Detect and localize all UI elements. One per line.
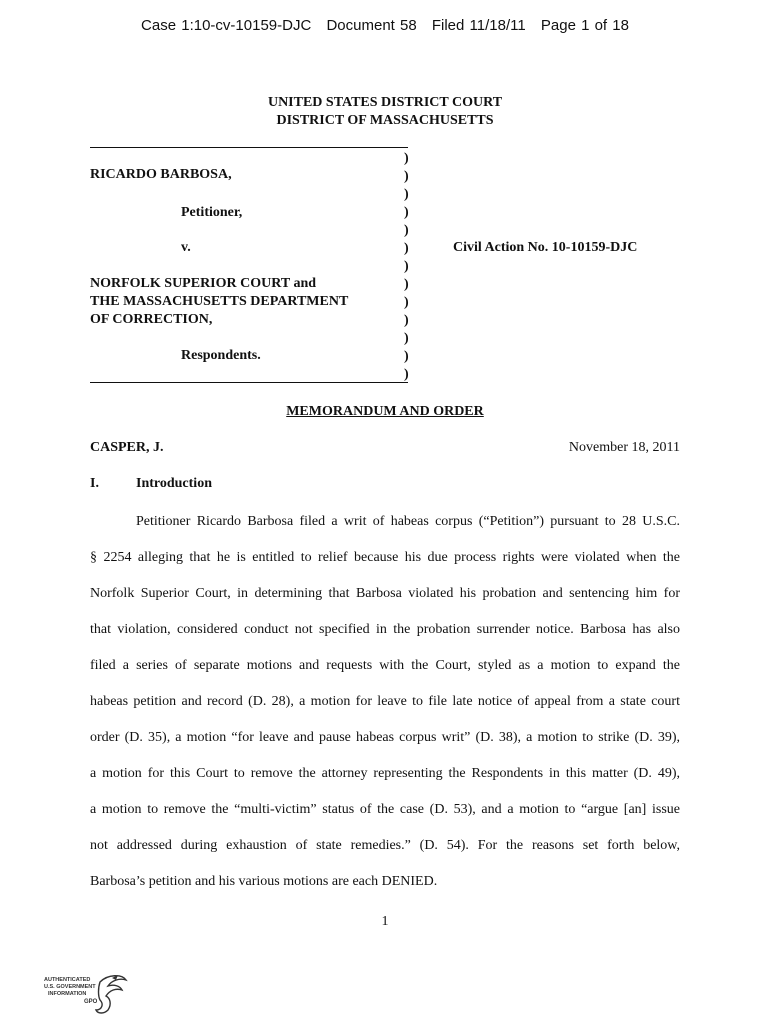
respondent-line-3: OF CORRECTION, [90,312,213,327]
versus-label: v. [181,240,191,255]
paragraph-line: not addressed during exhaustion of state remedies.” (D. 54). For the reasons set forth below, [90,838,680,853]
section-heading: Introduction [136,476,212,491]
paragraph-line: that violation, considered conduct not specified in the probation surrender notice. Barbosa has also [90,622,680,637]
paragraph-line: habeas petition and record (D. 28), a motion for leave to file late notice of appeal from a state court [90,694,680,709]
paren: ) [404,349,409,364]
page-indicator: Page 1 of 18 [540,17,629,34]
paren: ) [404,205,409,220]
paragraph-line: a motion to remove the “multi-victim” status of the case (D. 53), and a motion to “argue [an] issue [90,802,680,817]
filed-date: Filed 11/18/11 [431,17,526,34]
logo-text: AUTHENTICATED [44,977,91,983]
respondent-line-1: NORFOLK SUPERIOR COURT and [90,276,317,291]
caption-parentheses [404,150,418,384]
paren: ) [404,241,409,256]
paren: ) [404,169,409,184]
civil-action-number: Civil Action No. 10-10159-DJC [453,240,638,255]
logo-text: INFORMATION [48,991,87,997]
paren: ) [404,187,409,202]
document-title: MEMORANDUM AND ORDER [286,404,484,419]
petitioner-name: RICARDO BARBOSA, [90,167,232,182]
paren: ) [404,277,409,292]
court-name: UNITED STATES DISTRICT COURT [267,95,503,110]
paren: ) [404,259,409,274]
paren: ) [404,331,409,346]
paren: ) [404,223,409,238]
eagle-icon [42,972,134,1018]
page-number: 1 [381,914,389,929]
section-number: I. [90,476,99,491]
respondent-line-2: THE MASSACHUSETTS DEPARTMENT [90,294,349,309]
paragraph-line: Barbosa’s petition and his various motions are each DENIED. [90,874,438,889]
paragraph-line: § 2254 alleging that he is entitled to relief because his due process rights were violated when the [90,550,680,565]
paragraph-line: filed a series of separate motions and requests with the Court, styled as a motion to expand the [90,658,680,673]
paren: ) [404,295,409,310]
case-header [0,17,770,34]
paren: ) [404,367,409,382]
document-number: Document 58 [326,17,417,34]
logo-text: GPO [84,999,98,1005]
respondents-label: Respondents. [181,348,261,363]
gpo-authentication-logo [42,972,134,1018]
case-number: Case 1:10-cv-10159-DJC [141,17,312,34]
paragraph-line: Petitioner Ricardo Barbosa filed a writ of habeas corpus (“Petition”) pursuant to 28 U.S.C. [136,514,680,529]
paragraph-line: order (D. 35), a motion “for leave and pause habeas corpus writ” (D. 38), a motion to strike (D. 39), [90,730,680,745]
court-district: DISTRICT OF MASSACHUSETTS [276,113,494,128]
judge-name: CASPER, J. [90,440,164,455]
paragraph-line: Norfolk Superior Court, in determining that Barbosa violated his probation and sentencing him for [90,586,680,601]
logo-text: U.S. GOVERNMENT [44,984,96,990]
paren: ) [404,313,409,328]
petitioner-label: Petitioner, [181,205,243,220]
paragraph-line: a motion for this Court to remove the attorney representing the Respondents in this matter (D. 49), [90,766,680,781]
caption-top-rule [90,147,408,148]
caption-bottom-rule [90,382,408,383]
order-date: November 18, 2011 [568,440,680,455]
paren: ) [404,151,409,166]
